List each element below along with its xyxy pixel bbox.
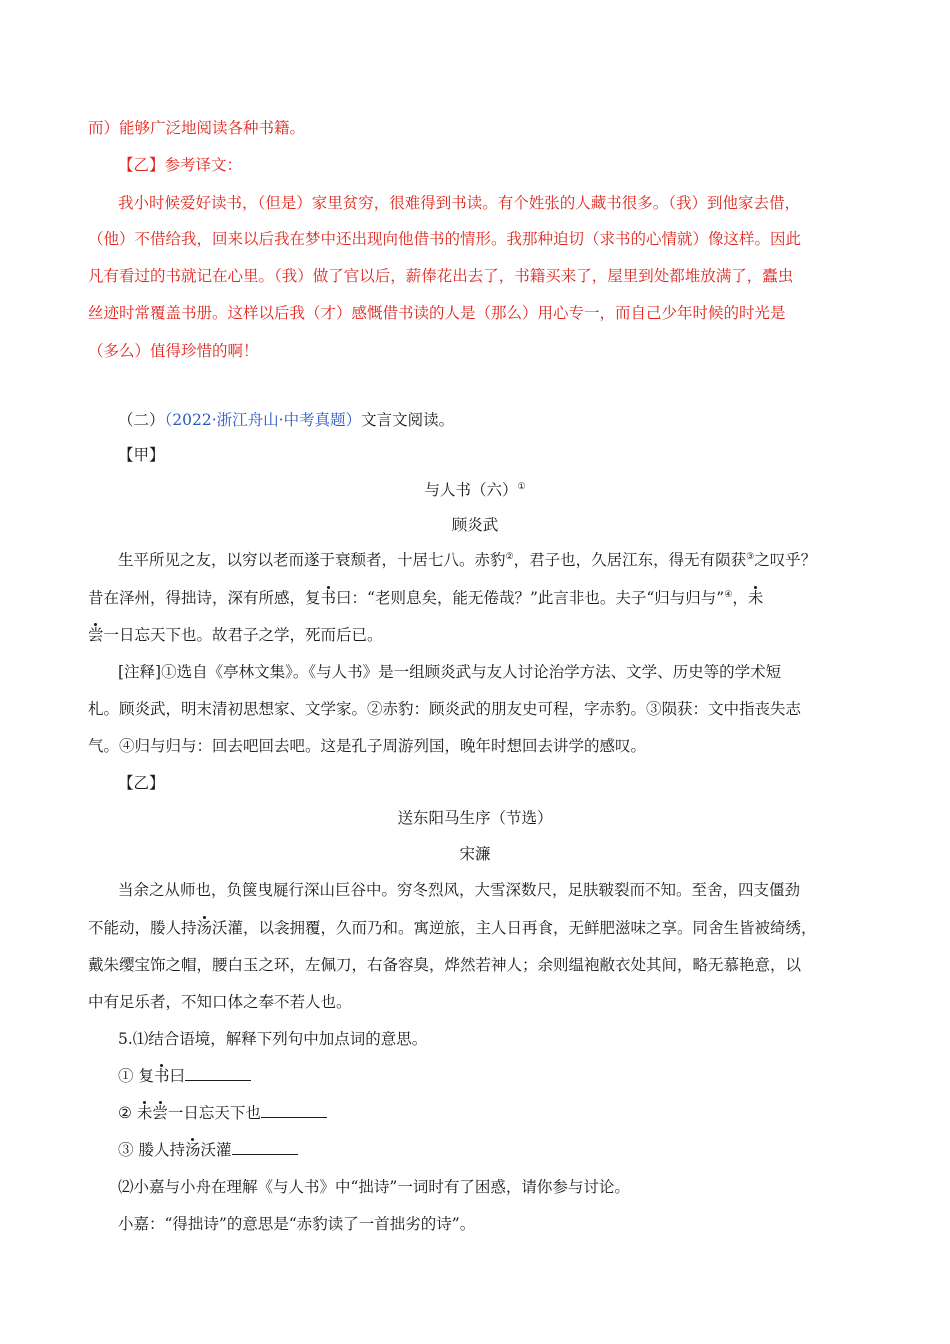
- yi-translation-header: 【乙】参考译文：: [118, 156, 243, 174]
- note-line: 气。④归与归与：回去吧回去吧。这是孔子周游列国，晚年时想回去讲学的感叹。: [88, 737, 647, 755]
- jia-paragraph-line: [118, 550, 816, 570]
- text-run: 媵人持: [138, 1141, 185, 1159]
- text-run: 沃灌: [200, 1141, 232, 1159]
- dotted-word: 尝: [88, 626, 104, 644]
- footnote-mark: ②: [505, 551, 514, 562]
- yi-paragraph-line: [88, 918, 817, 938]
- yi-label: 【乙】: [118, 774, 165, 792]
- title-song-dongyang: 送东阳马生序（节选）: [397, 809, 553, 827]
- sub-question-3: [118, 1140, 298, 1160]
- translation-line: 我小时候爱好读书，（但是）家里贫穷，很难得到书读。有个姓张的人藏书很多。（我）到他家去借，: [118, 194, 801, 212]
- text-run: 生平所见之友，以穷以老而遂于衰颓者，十居七八。赤豹: [118, 551, 506, 569]
- text-run: 一日忘天下也: [167, 1104, 261, 1122]
- note-line: [注释]①选自《亭林文集》。《与人书》是一组顾炎武与友人讨论治学方法、文学、历史等的学术短: [118, 663, 782, 681]
- question-5-2: ⑵小嘉与小舟在理解《与人书》中“拙诗”一词时有了困惑，请你参与讨论。: [118, 1178, 630, 1196]
- yi-paragraph-line: 中有足乐者，不知口体之奉不若人也。: [88, 993, 352, 1011]
- text-run: 不能动，媵人持: [88, 919, 197, 937]
- text-run: ，: [732, 589, 748, 607]
- dotted-word: 汤: [196, 919, 213, 937]
- translation-line: （他）不借给我，回来以后我在梦中还出现向他借书的情形。我那种迫切（求书的心情就）像这样。因此: [88, 230, 802, 248]
- sub-question-2: [118, 1103, 327, 1123]
- translation-line: （多么）值得珍惜的啊！: [88, 342, 259, 360]
- text-run: 沃灌，以衾拥覆，久而乃和。寓逆旅，主人日再食，无鲜肥滋味之享。同舍生皆被绮绣，: [212, 919, 817, 937]
- text-run: 曰：“老则息矣，能无倦哉？”此言非也。夫子“归与归与”: [336, 589, 725, 607]
- dotted-word: 未: [136, 1104, 153, 1122]
- answer-blank[interactable]: [232, 1140, 298, 1155]
- translation-line: 丝迹时常覆盖书册。这样以后我（才）感慨借书读的人是（那么）用心专一，而自己少年时候的时光是: [88, 304, 786, 322]
- source-tag: （2022·浙江舟山·中考真题）: [164, 411, 362, 429]
- dotted-word: 书: [153, 1067, 170, 1085]
- dotted-word: 尝: [152, 1104, 168, 1122]
- dotted-word: 未: [747, 589, 764, 607]
- xiaojia-statement: 小嘉：“得拙诗”的意思是“赤豹读了一首拙劣的诗”。: [118, 1215, 476, 1233]
- text-run: 一日忘天下也。故君子之学，死而后已。: [103, 626, 383, 644]
- text-run: 复: [138, 1067, 154, 1085]
- dotted-word: 书: [320, 589, 337, 607]
- author-gu-yanwu: 顾炎武: [451, 516, 499, 534]
- jia-label: 【甲】: [118, 446, 165, 464]
- note-line: 札。顾炎武，明末清初思想家、文学家。②赤豹：顾炎武的朋友史可程，字赤豹。③陨获：文中指丧失志: [88, 700, 802, 718]
- section-title: 文言文阅读。: [361, 411, 455, 429]
- jia-paragraph-line: [88, 588, 763, 608]
- translation-line-end: 而）能够广泛地阅读各种书籍。: [88, 119, 306, 137]
- translation-line: 凡有看过的书就记在心里。（我）做了官以后，薪俸花出去了，书籍买来了，屋里到处都堆放满了，蠹虫: [88, 267, 794, 285]
- footnote-mark: ①: [517, 481, 526, 492]
- footnote-mark: ④: [724, 589, 733, 600]
- text-run: 之叹乎？: [754, 551, 817, 569]
- footnote-mark: ③: [746, 551, 755, 562]
- item-number: ③: [118, 1141, 134, 1159]
- yi-paragraph-line: 当余之从师也，负箧曳屣行深山巨谷中。穷冬烈风，大雪深数尺，足肤皲裂而不知。至舍，四支僵劲: [118, 881, 801, 899]
- yi-paragraph-line: 戴朱缨宝饰之帽，腰白玉之环，左佩刀，右备容臭，烨然若神人；余则缊袍敝衣处其间，略无慕艳意，以: [88, 956, 802, 974]
- title-text: 与人书（六）: [424, 481, 518, 499]
- section-number: （二）: [118, 411, 165, 429]
- item-number: ②: [118, 1104, 132, 1122]
- text-run: 曰: [169, 1067, 185, 1085]
- title-yu-ren-shu: [0, 480, 950, 500]
- sub-question-1: [118, 1066, 251, 1086]
- jia-paragraph-line: [88, 625, 383, 645]
- author-song-lian: 宋濂: [459, 845, 491, 863]
- text-run: 昔在泽州，得拙诗，深有所感，复: [88, 589, 321, 607]
- dotted-word: 汤: [184, 1141, 201, 1159]
- answer-blank[interactable]: [185, 1066, 251, 1081]
- section-heading: [118, 410, 454, 430]
- answer-blank[interactable]: [261, 1103, 327, 1118]
- text-run: ，君子也，久居江东，得无有陨获: [513, 551, 747, 569]
- item-number: ①: [118, 1067, 134, 1085]
- question-5-1: 5.⑴结合语境，解释下列句中加点词的意思。: [118, 1030, 428, 1048]
